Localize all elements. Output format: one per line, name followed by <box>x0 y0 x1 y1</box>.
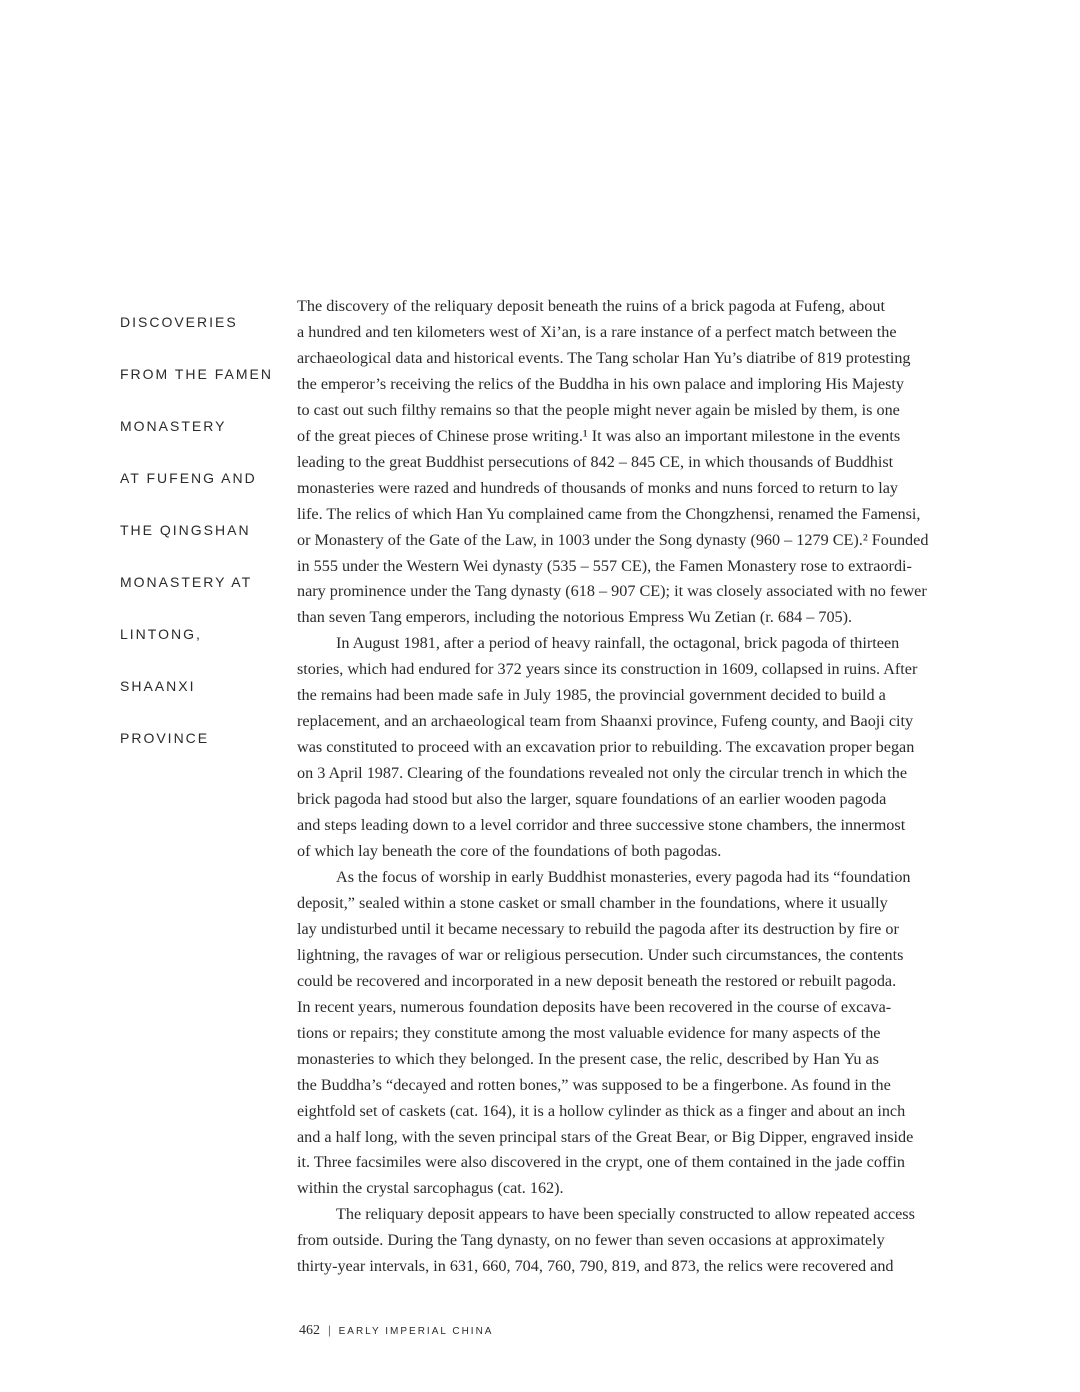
heading-line: FROM THE FAMEN <box>120 366 273 382</box>
text-line: brick pagoda had stood but also the larger, square foundations of an earlier wooden pagoda <box>297 790 887 809</box>
text-line: the remains had been made safe in July 1985, the provincial government decided to build a <box>297 686 886 705</box>
paragraph <box>297 865 979 1202</box>
text-line: In August 1981, after a period of heavy rainfall, the octagonal, brick pagoda of thirteen <box>336 634 900 653</box>
text-line: the emperor’s receiving the relics of the Buddha in his own palace and imploring His Majesty <box>297 374 905 393</box>
text-line: monasteries were razed and hundreds of thousands of monks and nuns forced to return to lay <box>297 478 899 497</box>
heading-line: DISCOVERIES <box>120 314 238 330</box>
text-line: lightning, the ravages of war or religious persecution. Under such circumstances, the contents <box>297 945 904 964</box>
text-line: the Buddha’s “decayed and rotten bones,” was supposed to be a fingerbone. As found in the <box>297 1075 891 1094</box>
text-line: of which lay beneath the core of the foundations of both pagodas. <box>297 842 722 861</box>
body-text <box>297 294 979 1280</box>
text-line: nary prominence under the Tang dynasty (618 – 907 CE); it was closely associated with no fewer <box>297 582 927 601</box>
footer-separator: | <box>328 1322 331 1337</box>
page-number: 462 <box>299 1323 320 1338</box>
paragraph <box>297 294 979 631</box>
heading-line: MONASTERY <box>120 418 227 434</box>
text-line: stories, which had endured for 372 years since its construction in 1609, collapsed in ruins. After <box>297 660 918 679</box>
text-line: deposit,” sealed within a stone casket or small chamber in the foundations, where it usually <box>297 893 888 912</box>
chapter-heading <box>120 296 290 764</box>
text-line: monasteries to which they belonged. In the present case, the relic, described by Han Yu as <box>297 1049 879 1068</box>
text-line: was constituted to proceed with an excavation prior to rebuilding. The excavation proper began <box>297 738 915 757</box>
text-line: a hundred and ten kilometers west of Xi’an, is a rare instance of a perfect match between the <box>297 322 897 341</box>
text-line: As the focus of worship in early Buddhist monasteries, every pagoda had its “foundation <box>336 867 911 886</box>
text-line: archaeological data and historical events. The Tang scholar Han Yu’s diatribe of 819 protesting <box>297 348 911 367</box>
paragraph <box>297 1202 979 1280</box>
text-line: than seven Tang emperors, including the notorious Empress Wu Zetian (r. 684 – 705). <box>297 608 853 627</box>
heading-line: SHAANXI <box>120 678 196 694</box>
text-line: The discovery of the reliquary deposit beneath the ruins of a brick pagoda at Fufeng, about <box>297 297 885 315</box>
text-line: or Monastery of the Gate of the Law, in 1003 under the Song dynasty (960 – 1279 CE).² Founded <box>297 530 929 549</box>
text-line: to cast out such filthy remains so that the people might never again be misled by them, is one <box>297 400 900 419</box>
running-title: EARLY IMPERIAL CHINA <box>338 1326 494 1337</box>
text-line: in 555 under the Western Wei dynasty (535 – 557 CE), the Famen Monastery rose to extraordi- <box>297 556 912 575</box>
text-line: and steps leading down to a level corridor and three successive stone chambers, the innermost <box>297 816 906 835</box>
text-line: from outside. During the Tang dynasty, on no fewer than seven occasions at approximately <box>297 1231 885 1250</box>
text-line: could be recovered and incorporated in a new deposit beneath the restored or rebuilt pagoda. <box>297 971 897 990</box>
heading-line: LINTONG, <box>120 626 202 642</box>
text-line: on 3 April 1987. Clearing of the foundations revealed not only the circular trench in which the <box>297 764 908 783</box>
text-line: within the crystal sarcophagus (cat. 162). <box>297 1179 564 1198</box>
text-line: The reliquary deposit appears to have been specially constructed to allow repeated access <box>336 1205 915 1224</box>
heading-line: THE QINGSHAN <box>120 522 251 538</box>
text-line: leading to the great Buddhist persecutions of 842 – 845 CE, in which thousands of Buddhist <box>297 452 894 471</box>
text-line: eightfold set of caskets (cat. 164), it is a hollow cylinder as thick as a finger and about an inch <box>297 1101 906 1120</box>
text-line: of the great pieces of Chinese prose writing.¹ It was also an important milestone in the events <box>297 426 901 445</box>
text-line: life. The relics of which Han Yu complained came from the Chongzhensi, renamed the Famensi, <box>297 504 921 523</box>
text-line: it. Three facsimiles were also discovered in the crypt, one of them contained in the jade coffin <box>297 1153 906 1172</box>
text-line: thirty-year intervals, in 631, 660, 704, 760, 790, 819, and 873, the relics were recovered and <box>297 1257 894 1276</box>
heading-line: AT FUFENG AND <box>120 470 257 486</box>
text-line: In recent years, numerous foundation deposits have been recovered in the course of excava- <box>297 997 892 1016</box>
text-line: and a half long, with the seven principal stars of the Great Bear, or Big Dipper, engraved inside <box>297 1127 914 1146</box>
text-line: replacement, and an archaeological team from Shaanxi province, Fufeng county, and Baoji city <box>297 712 914 731</box>
heading-line: MONASTERY AT <box>120 574 253 590</box>
text-line: tions or repairs; they constitute among the most valuable evidence for many aspects of the <box>297 1023 881 1042</box>
paragraph <box>297 631 979 865</box>
heading-line: PROVINCE <box>120 730 210 746</box>
page-footer <box>299 1322 493 1339</box>
text-line: lay undisturbed until it became necessary to rebuild the pagoda after its destruction by fire or <box>297 919 899 938</box>
